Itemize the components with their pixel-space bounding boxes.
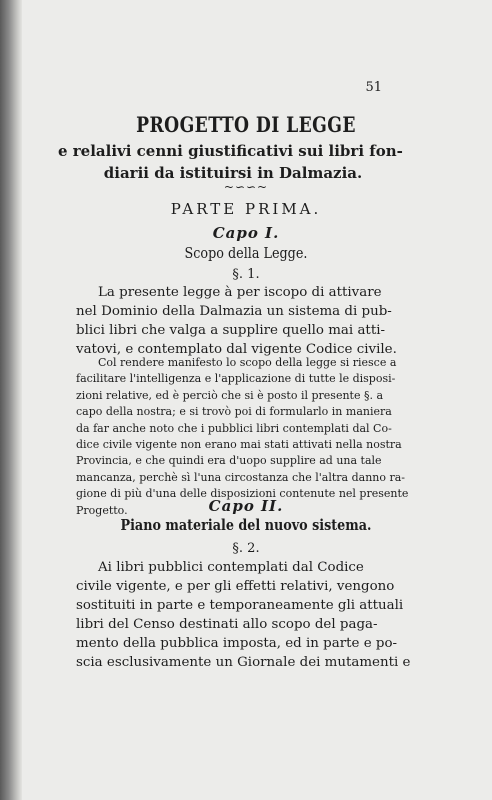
section-2-number: §. 2. <box>232 541 260 556</box>
subtitle-line-2: diarii da istituirsi in Dalmazia. <box>103 164 363 182</box>
body-line: blici libri che valga a supplire quello mai atti- <box>76 323 386 338</box>
commentary-line: Provincia, e che quindi era d'uopo supplire ad una tale <box>76 454 382 468</box>
page-number: 51 <box>365 80 382 95</box>
commentary-line: facilitare l'intelligenza e l'applicazione di tutte le disposi- <box>76 372 396 386</box>
section-2-body <box>76 558 418 672</box>
commentary-line: capo della nostra; e si trovò poi di formularlo in maniera <box>76 405 392 419</box>
commentary-line: mancanza, perchè sì l'una circostanza che l'altra danno ra- <box>76 470 406 484</box>
commentary-line: zioni relative, ed è perciò che si è posto il presente §. a <box>76 388 384 402</box>
body-line: mento della pubblica imposta, ed in parte e po- <box>76 636 398 651</box>
commentary-line: da far anche noto che i pubblici libri contemplati dal Co- <box>76 421 392 435</box>
section-1-number: §. 1. <box>232 267 260 282</box>
body-line: La presente legge à per iscopo di attivare <box>98 285 382 300</box>
document-title: PROGETTO DI LEGGE <box>136 112 356 137</box>
commentary-line: dice civile vigente non erano mai stati attivati nella nostra <box>76 438 402 452</box>
commentary-line: Progetto. <box>76 503 128 517</box>
body-line: Ai libri pubblici contemplati dal Codice <box>98 560 364 575</box>
commentary-line: gione di più d'una delle disposizioni contenute nel presente <box>76 487 409 501</box>
chapter-2-heading: Piano materiale del nuovo sistema. <box>120 516 372 534</box>
body-line: libri del Censo destinati allo scopo del paga- <box>76 617 378 632</box>
chapter-1-label: Capo I. <box>212 224 280 242</box>
body-line: civile vigente, e per gli effetti relativi, vengono <box>76 579 395 594</box>
body-line: sostituiti in parte e temporaneamente gli attuali <box>76 598 404 613</box>
commentary-line: Col rendere manifesto lo scopo della legge si riesce a <box>98 356 397 369</box>
body-line: vatovi, e contemplato dal vigente Codice civile. <box>76 342 397 357</box>
section-1-commentary <box>76 355 418 519</box>
subtitle-line-1: e relalivi cenni giustificativi sui libri fon- <box>58 142 403 160</box>
body-line: nel Dominio della Dalmazia un sistema di pub- <box>76 304 392 319</box>
part-title: PARTE PRIMA. <box>170 200 322 218</box>
chapter-1-heading: Scopo della Legge. <box>184 244 308 262</box>
chapter-2-label: Capo II. <box>208 497 284 515</box>
book-spine-shadow <box>0 0 22 800</box>
body-line: scia esclusivamente un Giornale dei mutamenti e <box>76 655 411 670</box>
section-1-body <box>76 283 418 359</box>
decorative-ornament: ~∽∽~ <box>223 180 269 194</box>
